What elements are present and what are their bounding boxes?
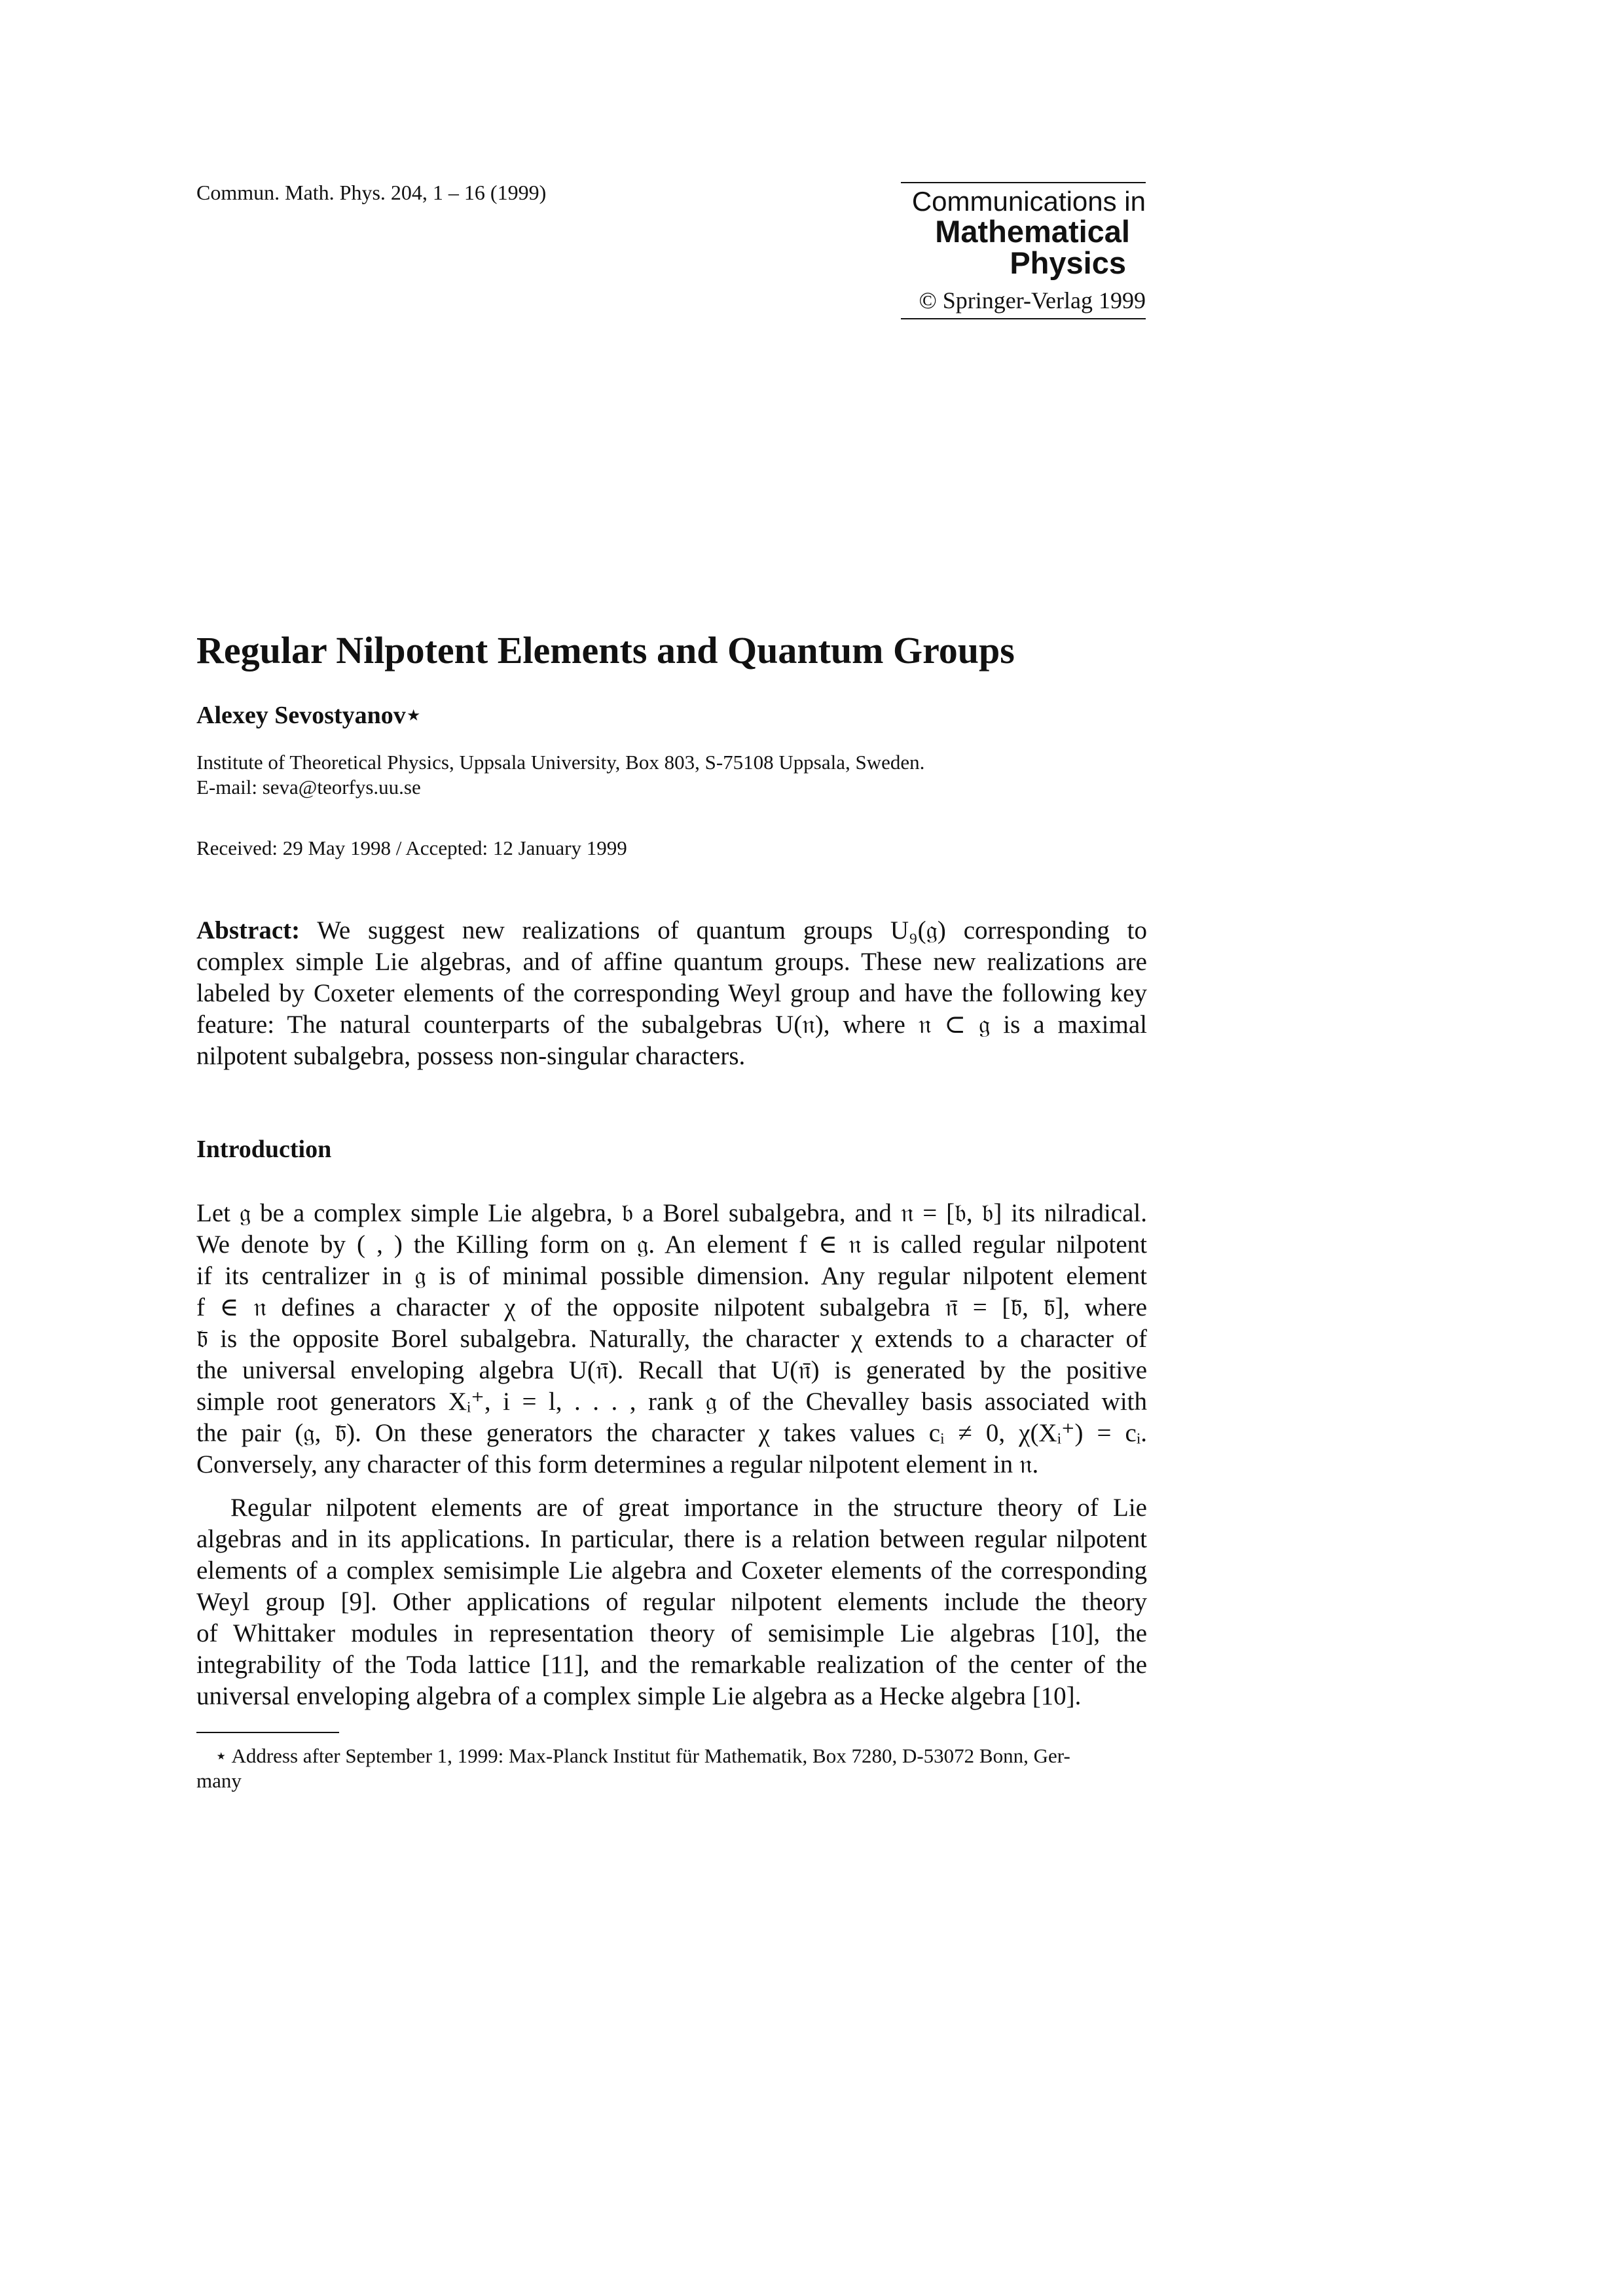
journal-reference: Commun. Math. Phys. 204, 1 – 16 (1999) xyxy=(196,181,547,204)
introduction-paragraph-2 xyxy=(196,1492,1147,1712)
affiliation-line: Institute of Theoretical Physics, Uppsala University, Box 803, S-75108 Uppsala, Sweden. xyxy=(196,751,925,774)
text-line: Weyl group [9]. Other applications of regular nilpotent elements include the theory xyxy=(196,1588,1147,1616)
text-line: Regular nilpotent elements are of great importance in the structure theory of Lie xyxy=(230,1494,1147,1522)
abstract-line: feature: The natural counterparts of the subalgebras U(𝔫), where 𝔫 ⊂ 𝔤 is a maximal xyxy=(196,1011,1147,1039)
text-line: Let 𝔤 be a complex simple Lie algebra, 𝔟 a Borel subalgebra, and 𝔫 = [𝔟, 𝔟] its nilradical. xyxy=(196,1199,1147,1227)
text-line: We denote by ( , ) the Killing form on 𝔤. An element f ∈ 𝔫 is called regular nilpotent xyxy=(196,1230,1147,1259)
footnote xyxy=(196,1744,1147,1793)
footnote-line: many xyxy=(196,1769,242,1792)
abstract-line: labeled by Coxeter elements of the corresponding Weyl group and have the following key xyxy=(196,979,1147,1007)
logo-bottom-rule xyxy=(901,318,1146,319)
logo-line-3: Physics xyxy=(1010,245,1126,280)
abstract-label: Abstract: xyxy=(196,916,301,944)
received-dates: Received: 29 May 1998 / Accepted: 12 January 1999 xyxy=(196,836,627,859)
text-line: simple root generators Xᵢ⁺, i = l, . . . , rank 𝔤 of the Chevalley basis associated with xyxy=(196,1388,1147,1416)
abstract-line: complex simple Lie algebras, and of affine quantum groups. These new realizations are xyxy=(196,948,1147,976)
section-heading-introduction: Introduction xyxy=(196,1136,332,1163)
text-line: universal enveloping algebra of a complex simple Lie algebra as a Hecke algebra [10]. xyxy=(196,1682,1082,1710)
author-affiliation xyxy=(196,750,924,800)
abstract-line: We suggest new realizations of quantum groups U₉(𝔤) corresponding to xyxy=(300,916,1147,944)
text-line: integrability of the Toda lattice [11], and the remarkable realization of the center of the xyxy=(196,1651,1147,1679)
text-line: the universal enveloping algebra U(𝔫̄). Recall that U(𝔫̄) is generated by the positive xyxy=(196,1356,1147,1384)
text-line: the pair (𝔤, 𝔟̄). On these generators the character χ takes values cᵢ ≠ 0, χ(Xᵢ⁺) = cᵢ. xyxy=(196,1419,1147,1447)
journal-logo xyxy=(901,182,1146,319)
logo-line-2: Mathematical xyxy=(935,214,1130,249)
copyright-notice: © Springer-Verlag 1999 xyxy=(919,287,1146,314)
logo-top-rule xyxy=(901,182,1146,183)
text-line: elements of a complex semisimple Lie algebra and Coxeter elements of the corresponding xyxy=(196,1556,1147,1585)
abstract-line: nilpotent subalgebra, possess non-singular characters. xyxy=(196,1042,746,1070)
abstract xyxy=(196,915,1147,1072)
email-line: E-mail: seva@teorfys.uu.se xyxy=(196,776,421,798)
logo-line-1: Communications in xyxy=(911,186,1146,217)
footnote-line: ⋆ Address after September 1, 1999: Max-Planck Institut für Mathematik, Box 7280, D-53072 Bonn, Ger- xyxy=(215,1744,1070,1767)
introduction-paragraph-1 xyxy=(196,1198,1147,1480)
text-line: f ∈ 𝔫 defines a character χ of the opposite nilpotent subalgebra 𝔫̄ = [𝔟̄, 𝔟̄], where xyxy=(196,1293,1147,1321)
paper-title: Regular Nilpotent Elements and Quantum Groups xyxy=(196,629,1015,672)
footnote-rule xyxy=(196,1732,339,1733)
text-line: Conversely, any character of this form determines a regular nilpotent element in 𝔫. xyxy=(196,1450,1039,1479)
text-line: of Whittaker modules in representation theory of semisimple Lie algebras [10], the xyxy=(196,1619,1147,1647)
text-line: if its centralizer in 𝔤 is of minimal possible dimension. Any regular nilpotent element xyxy=(196,1262,1147,1290)
text-line: 𝔟̄ is the opposite Borel subalgebra. Naturally, the character χ extends to a character of xyxy=(196,1325,1147,1353)
text-line: algebras and in its applications. In particular, there is a relation between regular nilpotent xyxy=(196,1525,1147,1553)
author-name: Alexey Sevostyanov⋆ xyxy=(196,702,422,729)
